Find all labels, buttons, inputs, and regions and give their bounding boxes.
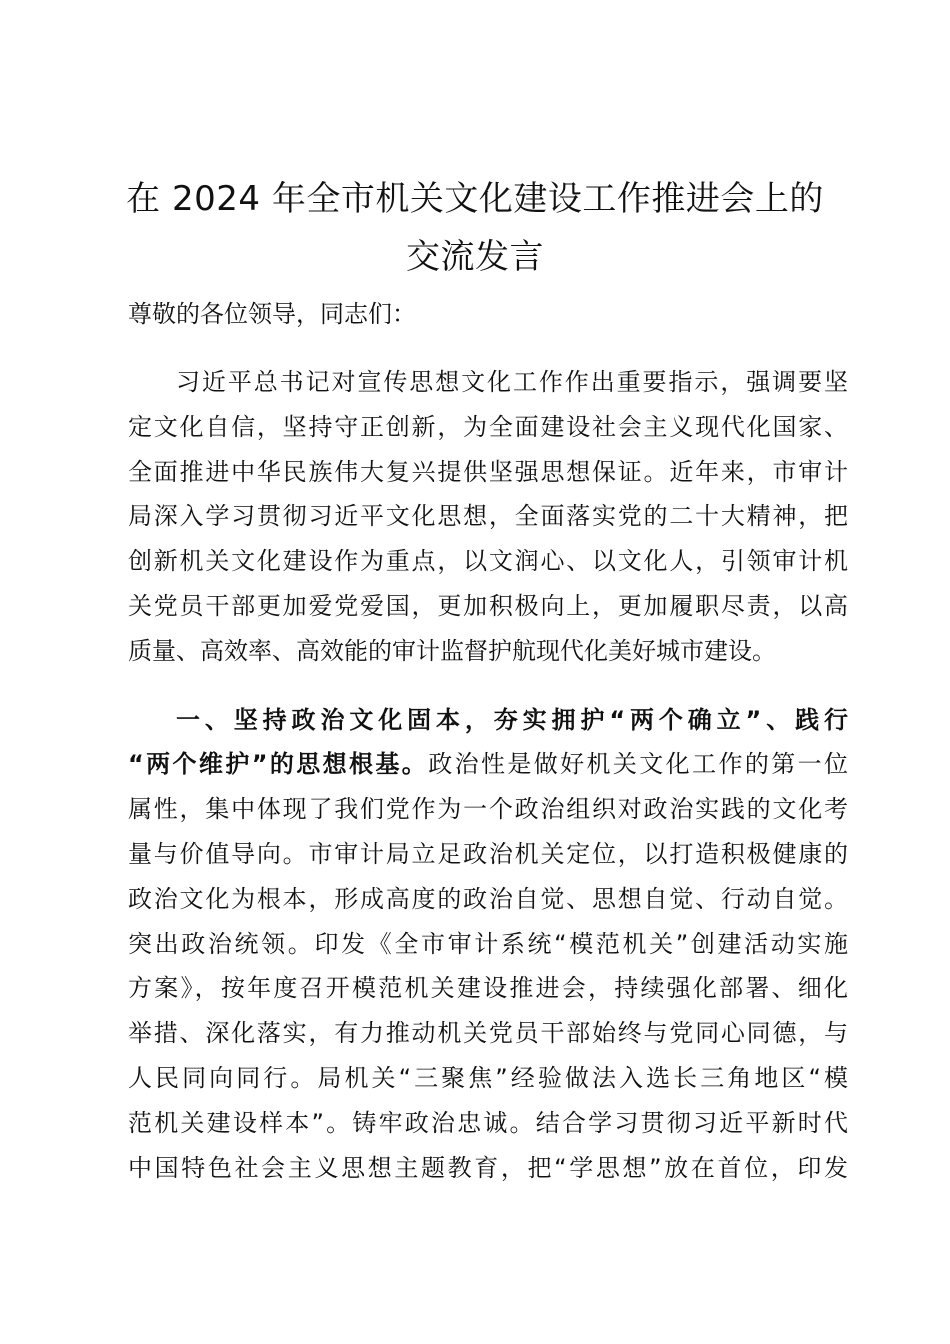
paragraph-line: 属性，集中体现了我们党作为一个政治组织对政治实践的文化考 — [128, 795, 848, 824]
section-heading-line: 一、坚持政治文化固本，夯实拥护“两个确立”、践行 — [176, 705, 848, 734]
paragraph-line: 突出政治统领。印发《全市审计系统“模范机关”创建活动实施 — [128, 929, 848, 958]
section-heading-tail: “两个维护”的思想根基。 — [128, 750, 429, 779]
paragraph-line: 质量、高效率、高效能的审计监督护航现代化美好城市建设。 — [128, 636, 776, 665]
salutation: 尊敬的各位领导，同志们： — [128, 300, 416, 328]
paragraph-text: 政治性是做好机关文化工作的第一位 — [428, 750, 849, 779]
title-line-2: 交流发言 — [406, 237, 544, 277]
section-heading-line-mixed — [128, 742, 848, 787]
paragraph-intro — [128, 360, 848, 674]
paragraph-line: 关党员干部更加爱党爱国，更加积极向上，更加履职尽责，以高 — [128, 591, 848, 620]
title-line-1: 在 2024 年全市机关文化建设工作推进会上的 — [126, 179, 824, 219]
paragraph-line: 政治文化为根本，形成高度的政治自觉、思想自觉、行动自觉。 — [128, 884, 848, 913]
paragraph-line: 人民同向同行。局机关“三聚焦”经验做法入选长三角地区“模 — [128, 1063, 848, 1092]
paragraph-line: 全面推进中华民族伟大复兴提供坚强思想保证。近年来，市审计 — [128, 457, 848, 486]
paragraph-section-one — [128, 698, 848, 1191]
document-title — [100, 170, 850, 286]
paragraph-line: 范机关建设样本”。铸牢政治忠诚。结合学习贯彻习近平新时代 — [128, 1108, 848, 1137]
paragraph-line: 局深入学习贯彻习近平文化思想，全面落实党的二十大精神，把 — [128, 502, 848, 531]
paragraph-line: 习近平总书记对宣传思想文化工作作出重要指示，强调要坚 — [176, 368, 848, 396]
paragraph-line: 定文化自信，坚持守正创新，为全面建设社会主义现代化国家、 — [128, 412, 848, 441]
paragraph-line: 创新机关文化建设作为重点，以文润心、以文化人，引领审计机 — [128, 547, 848, 576]
document-body — [128, 292, 848, 1190]
paragraph-line: 举措、深化落实，有力推动机关党员干部始终与党同心同德，与 — [128, 1019, 848, 1048]
paragraph-line: 方案》，按年度召开模范机关建设推进会，持续强化部署、细化 — [128, 974, 848, 1003]
paragraph-line: 量与价值导向。市审计局立足政治机关定位，以打造积极健康的 — [128, 839, 848, 868]
paragraph-line: 中国特色社会主义思想主题教育，把“学思想”放在首位，印发 — [128, 1153, 848, 1182]
